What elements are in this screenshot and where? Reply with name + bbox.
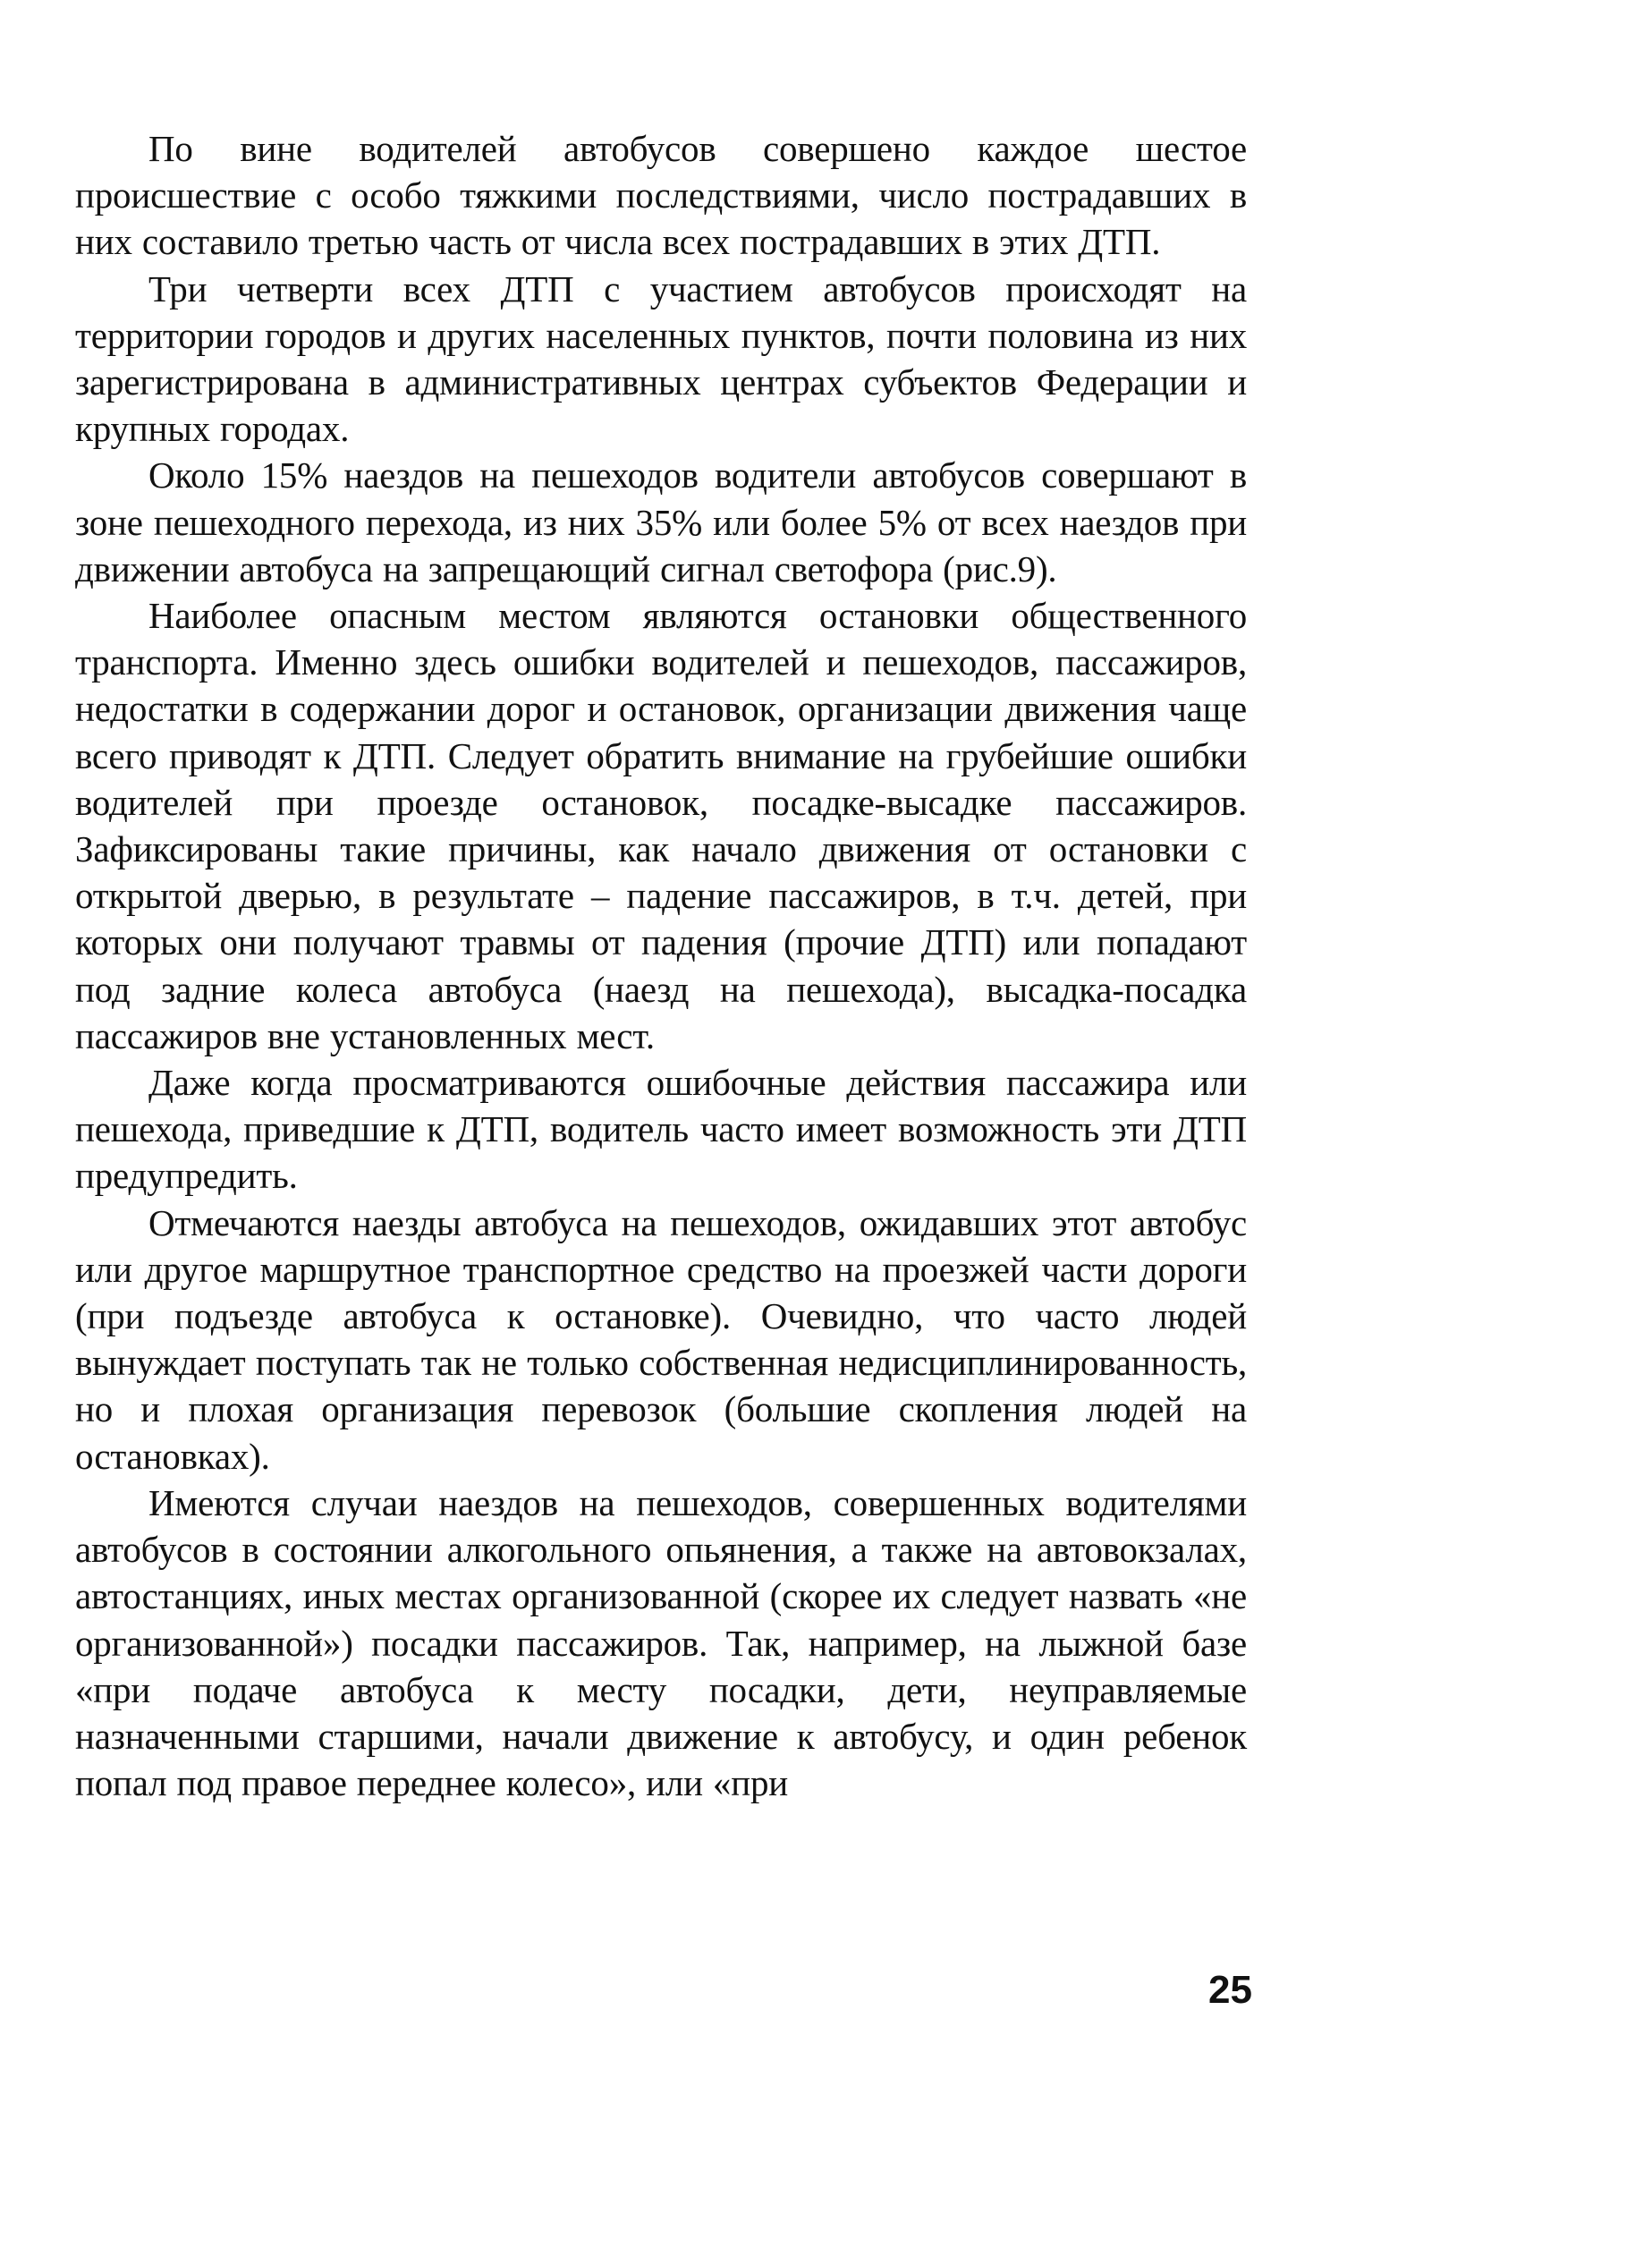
paragraph-4: Наиболее опасным местом являются остановки общественного транспорта. Именно здесь ошибки водителей и пешеходов, пассажиров, недостатки в содержании дорог и остановок, организации движения чаще всего приводят к ДТП. Следует обратить внимание на грубейшие ошибки водителей при проезде остановок, посадке-высадке пассажиров. Зафиксированы такие причины, как начало движения от остановки с открытой дверью, в результате – падение пассажиров, в т.ч. детей, при которых они получают травмы от падения (прочие ДТП) или попадают под задние колеса автобуса (наезд на пешехода), высадка-посадка пассажиров вне установленных мест.	[75, 595, 1247, 1056]
body-text	[75, 125, 1247, 1806]
paragraph-7: Имеются случаи наездов на пешеходов, совершенных водителями автобусов в состоянии алкогольного опьянения, а также на автовокзалах, автостанциях, иных местах организованной (скорее их следует назвать «не организованной») посадки пассажиров. Так, например, на лыжной базе «при подаче автобуса к месту посадки, дети, неуправляемые назначенными старшими, начали движение к автобусу, и один ребенок попал под правое переднее колесо», или «при	[75, 1481, 1247, 1804]
paragraph-1: По вине водителей автобусов совершено каждое шестое происшествие с особо тяжкими последствиями, число пострадавших в них составило третью часть от числа всех пострадавших в этих ДТП.	[75, 128, 1247, 263]
paragraph-2: Три четверти всех ДТП с участием автобусов происходят на территории городов и других населенных пунктов, почти половина из них зарегистрирована в административных центрах субъектов Федерации и крупных городах.	[75, 267, 1247, 450]
paragraph-5: Даже когда просматриваются ошибочные действия пассажира или пешехода, приведшие к ДТП, водитель часто имеет возможность эти ДТП предупредить.	[75, 1062, 1247, 1197]
paragraph-3: Около 15% наездов на пешеходов водители автобусов совершают в зоне пешеходного перехода, из них 35% или более 5% от всех наездов при движении автобуса на запрещающий сигнал светофора (рис.9).	[75, 454, 1247, 589]
paragraph-6: Отмечаются наезды автобуса на пешеходов, ожидавших этот автобус или другое маршрутное транспортное средство на проезжей части дороги (при подъезде автобуса к остановке). Очевидно, что часто людей вынуждает поступать так не только собственная недисциплинированность, но и плохая организация перевозок (большие скопления людей на остановках).	[75, 1201, 1247, 1477]
page-number: 25	[1208, 1968, 1252, 2012]
